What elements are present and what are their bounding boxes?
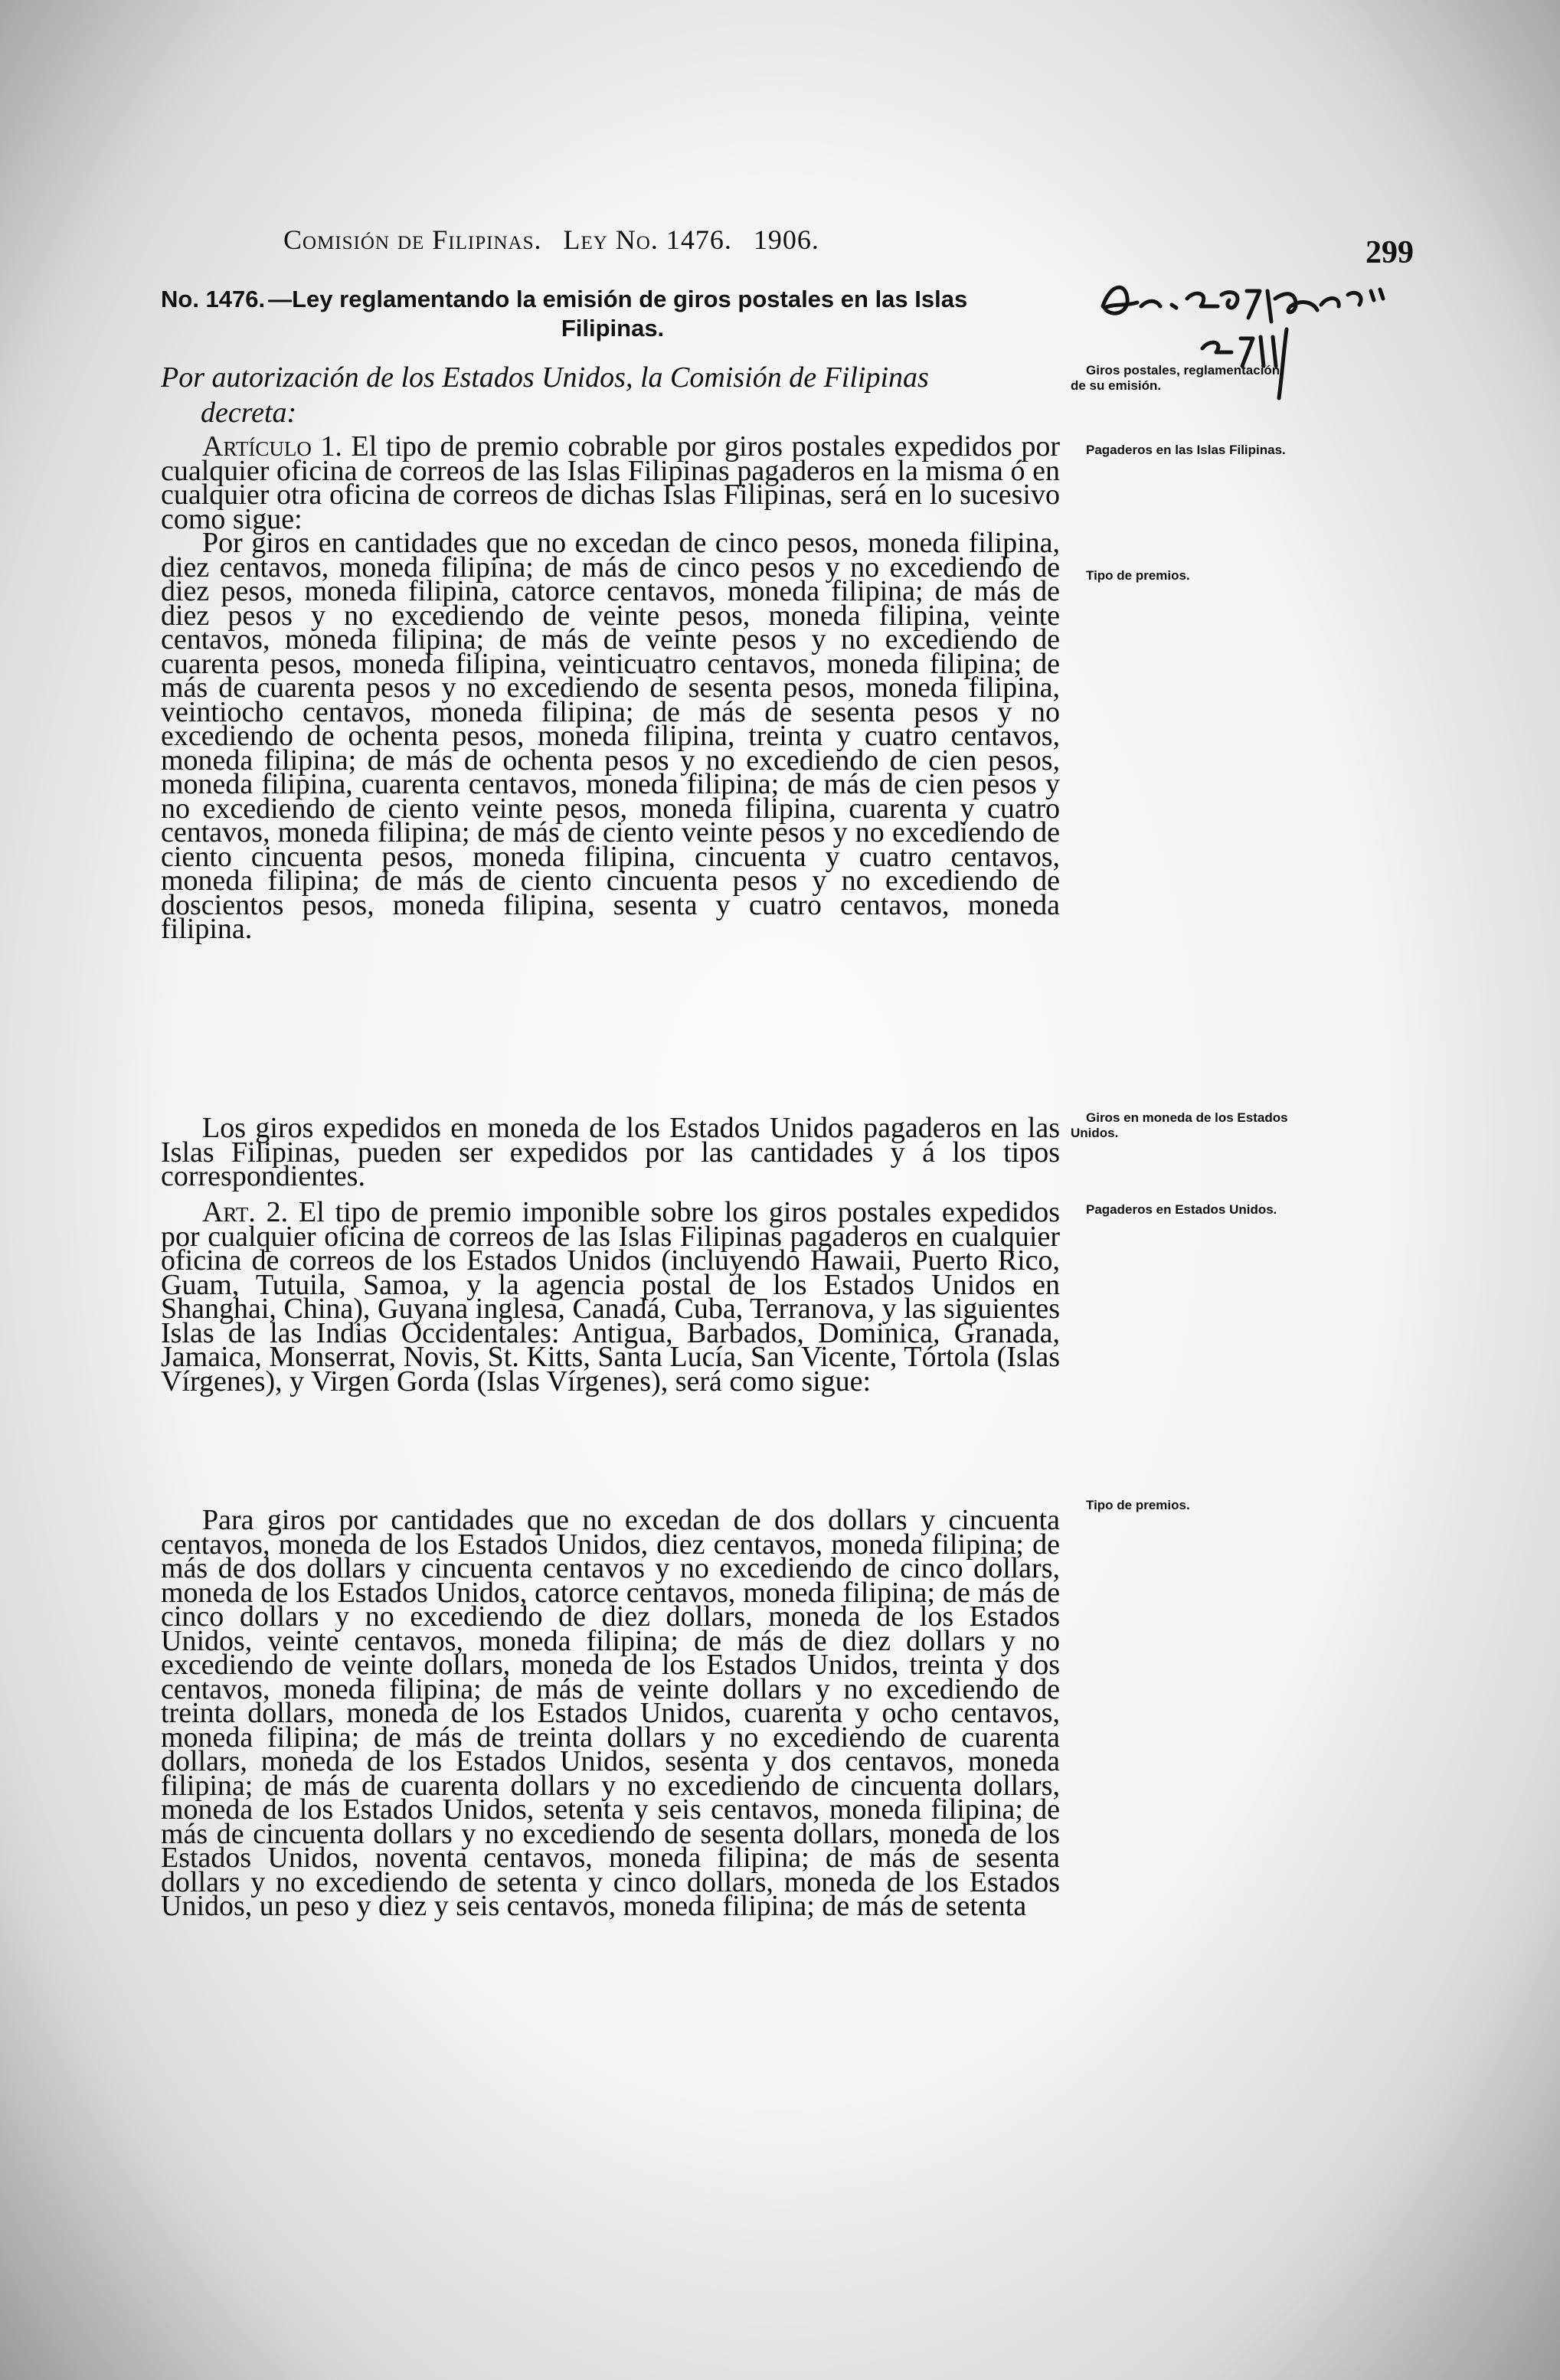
enacting-clause-line1: Por autorización de los Estados Unidos, la Comisión de Filipinas xyxy=(161,361,929,394)
running-title-commission: Comisión de Filipinas. xyxy=(283,224,542,255)
margin-note: Pagaderos en Estados Unidos. xyxy=(1086,1202,1277,1217)
article-1-text: El tipo de premio cobrable por giros postales expedidos por cualquier oficina de correos de las Islas Filipinas pagaderos en la misma ó en cualquier otra oficina de correos de dichas Islas Filipinas, será en lo sucesivo como sigue: xyxy=(161,430,1060,535)
article-1 xyxy=(161,430,1060,945)
us-currency-paragraph xyxy=(161,1112,1060,1192)
margin-note: Tipo de premios. xyxy=(1086,1498,1190,1512)
act-title xyxy=(161,285,1065,343)
act-number: No. 1476. xyxy=(161,286,266,312)
margin-note: Giros postales, reglamentación de su emisión. xyxy=(1071,363,1280,393)
running-title-law: Ley No. 1476. xyxy=(563,224,732,255)
article-2-label: Art. 2. xyxy=(202,1196,289,1228)
article-2-rates: Para giros por cantidades que no excedan de dos dollars y cincuenta centavos, moneda de los Estados Unidos, diez centavos, moneda filipina; de más de dos dollars y cincuenta centavos y no excediendo de cinco dollars, moneda de los Estados Unidos, catorce centavos, moneda filipina; de más de cinco dollars y no excediendo de diez dollars, moneda de los Estados Unidos, veinte centavos, moneda filipina; de más de diez dollars y no excediendo de veinte dollars, moneda de los Estados Unidos, treinta y dos centavos, moneda filipina; de más de veinte dollars y no excediendo de treinta dollars, moneda de los Estados Unidos, cuarenta y ocho centavos, moneda filipina; de más de treinta dollars y no excediendo de cuarenta dollars, moneda de los Estados Unidos, sesenta y dos centavos, moneda filipina; de más de cuarenta dollars y no excediendo de cincuenta dollars, moneda de los Estados Unidos, setenta y seis centavos, moneda filipina; de más de cincuenta dollars y no excediendo de sesenta dollars, moneda de los Estados Unidos, noventa centavos, moneda filipina; de más de sesenta dollars y no excediendo de setenta y cinco dollars, moneda de los Estados Unidos, un peso y diez y seis centavos, moneda filipina; de más de setenta xyxy=(161,1504,1060,1922)
margin-note: Pagaderos en las Islas Filipinas. xyxy=(1086,443,1286,457)
article-1-label: Artículo 1. xyxy=(202,430,342,463)
act-title-text: —Ley reglamentando la emisión de giros postales en las Islas xyxy=(268,286,968,312)
us-currency-text: Los giros expedidos en moneda de los Estados Unidos pagaderos en las Islas Filipinas, pueden ser expedidos por las cantidades y á los tipos correspondientes. xyxy=(161,1112,1060,1192)
article-2-rates-block xyxy=(161,1504,1060,1922)
margin-note: Giros en moneda de los Estados Unidos. xyxy=(1071,1110,1288,1140)
article-1-rates: Por giros en cantidades que no excedan de cinco pesos, moneda filipina, diez centavos, moneda filipina; de más de cinco pesos y no excediendo de diez pesos, moneda filipina, catorce centavos, moneda filipina; de más de diez pesos y no excediendo de veinte pesos, moneda filipina, veinte centavos, moneda filipina; de más de veinte pesos y no excediendo de cuarenta pesos, moneda filipina, veinticuatro centavos, moneda filipina; de más de cuarenta pesos y no excediendo de sesenta pesos, moneda filipina, veintiocho centavos, moneda filipina; de más de sesenta pesos y no excediendo de ochenta pesos, moneda filipina, treinta y cuatro centavos, moneda filipina; de más de ochenta pesos y no excediendo de cien pesos, moneda filipina, cuarenta centavos, moneda filipina; de más de cien pesos y no excediendo de ciento veinte pesos, moneda filipina, cuarenta y cuatro centavos, moneda filipina; de más de ciento veinte pesos y no excediendo de ciento cincuenta pesos, moneda filipina, cincuenta y cuatro centavos, moneda filipina; de más de ciento cincuenta pesos y no excediendo de doscientos pesos, moneda filipina, sesenta y cuatro centavos, moneda filipina. xyxy=(161,527,1060,945)
page-number: 299 xyxy=(1365,235,1414,270)
margin-note: Tipo de premios. xyxy=(1086,568,1190,583)
act-title-continuation: Filipinas. xyxy=(561,315,665,342)
article-2-text: El tipo de premio imponible sobre los giros postales expedidos por cualquier oficina de correos de las Islas Filipinas pagaderos en cualquier oficina de correos de los Estados Unidos (incluyendo Hawaii, Puerto Rico, Guam, Tutuila, Samoa, y la agencia postal de los Estados Unidos en Shanghai, China), Guyana inglesa, Canadá, Cuba, Terranova, y las siguientes Islas de las Indias Occidentales: Antigua, Barbados, Dominica, Granada, Jamaica, Monserrat, Novis, St. Kitts, Santa Lucía, San Vicente, Tórtola (Islas Vírgenes), y Virgen Gorda (Islas Vírgenes), será como sigue: xyxy=(161,1196,1061,1398)
running-header xyxy=(283,224,1057,256)
article-2 xyxy=(161,1196,1061,1398)
running-title-year: 1906. xyxy=(753,224,819,255)
enacting-clause xyxy=(161,360,1057,430)
enacting-clause-line2: decreta: xyxy=(201,397,297,429)
